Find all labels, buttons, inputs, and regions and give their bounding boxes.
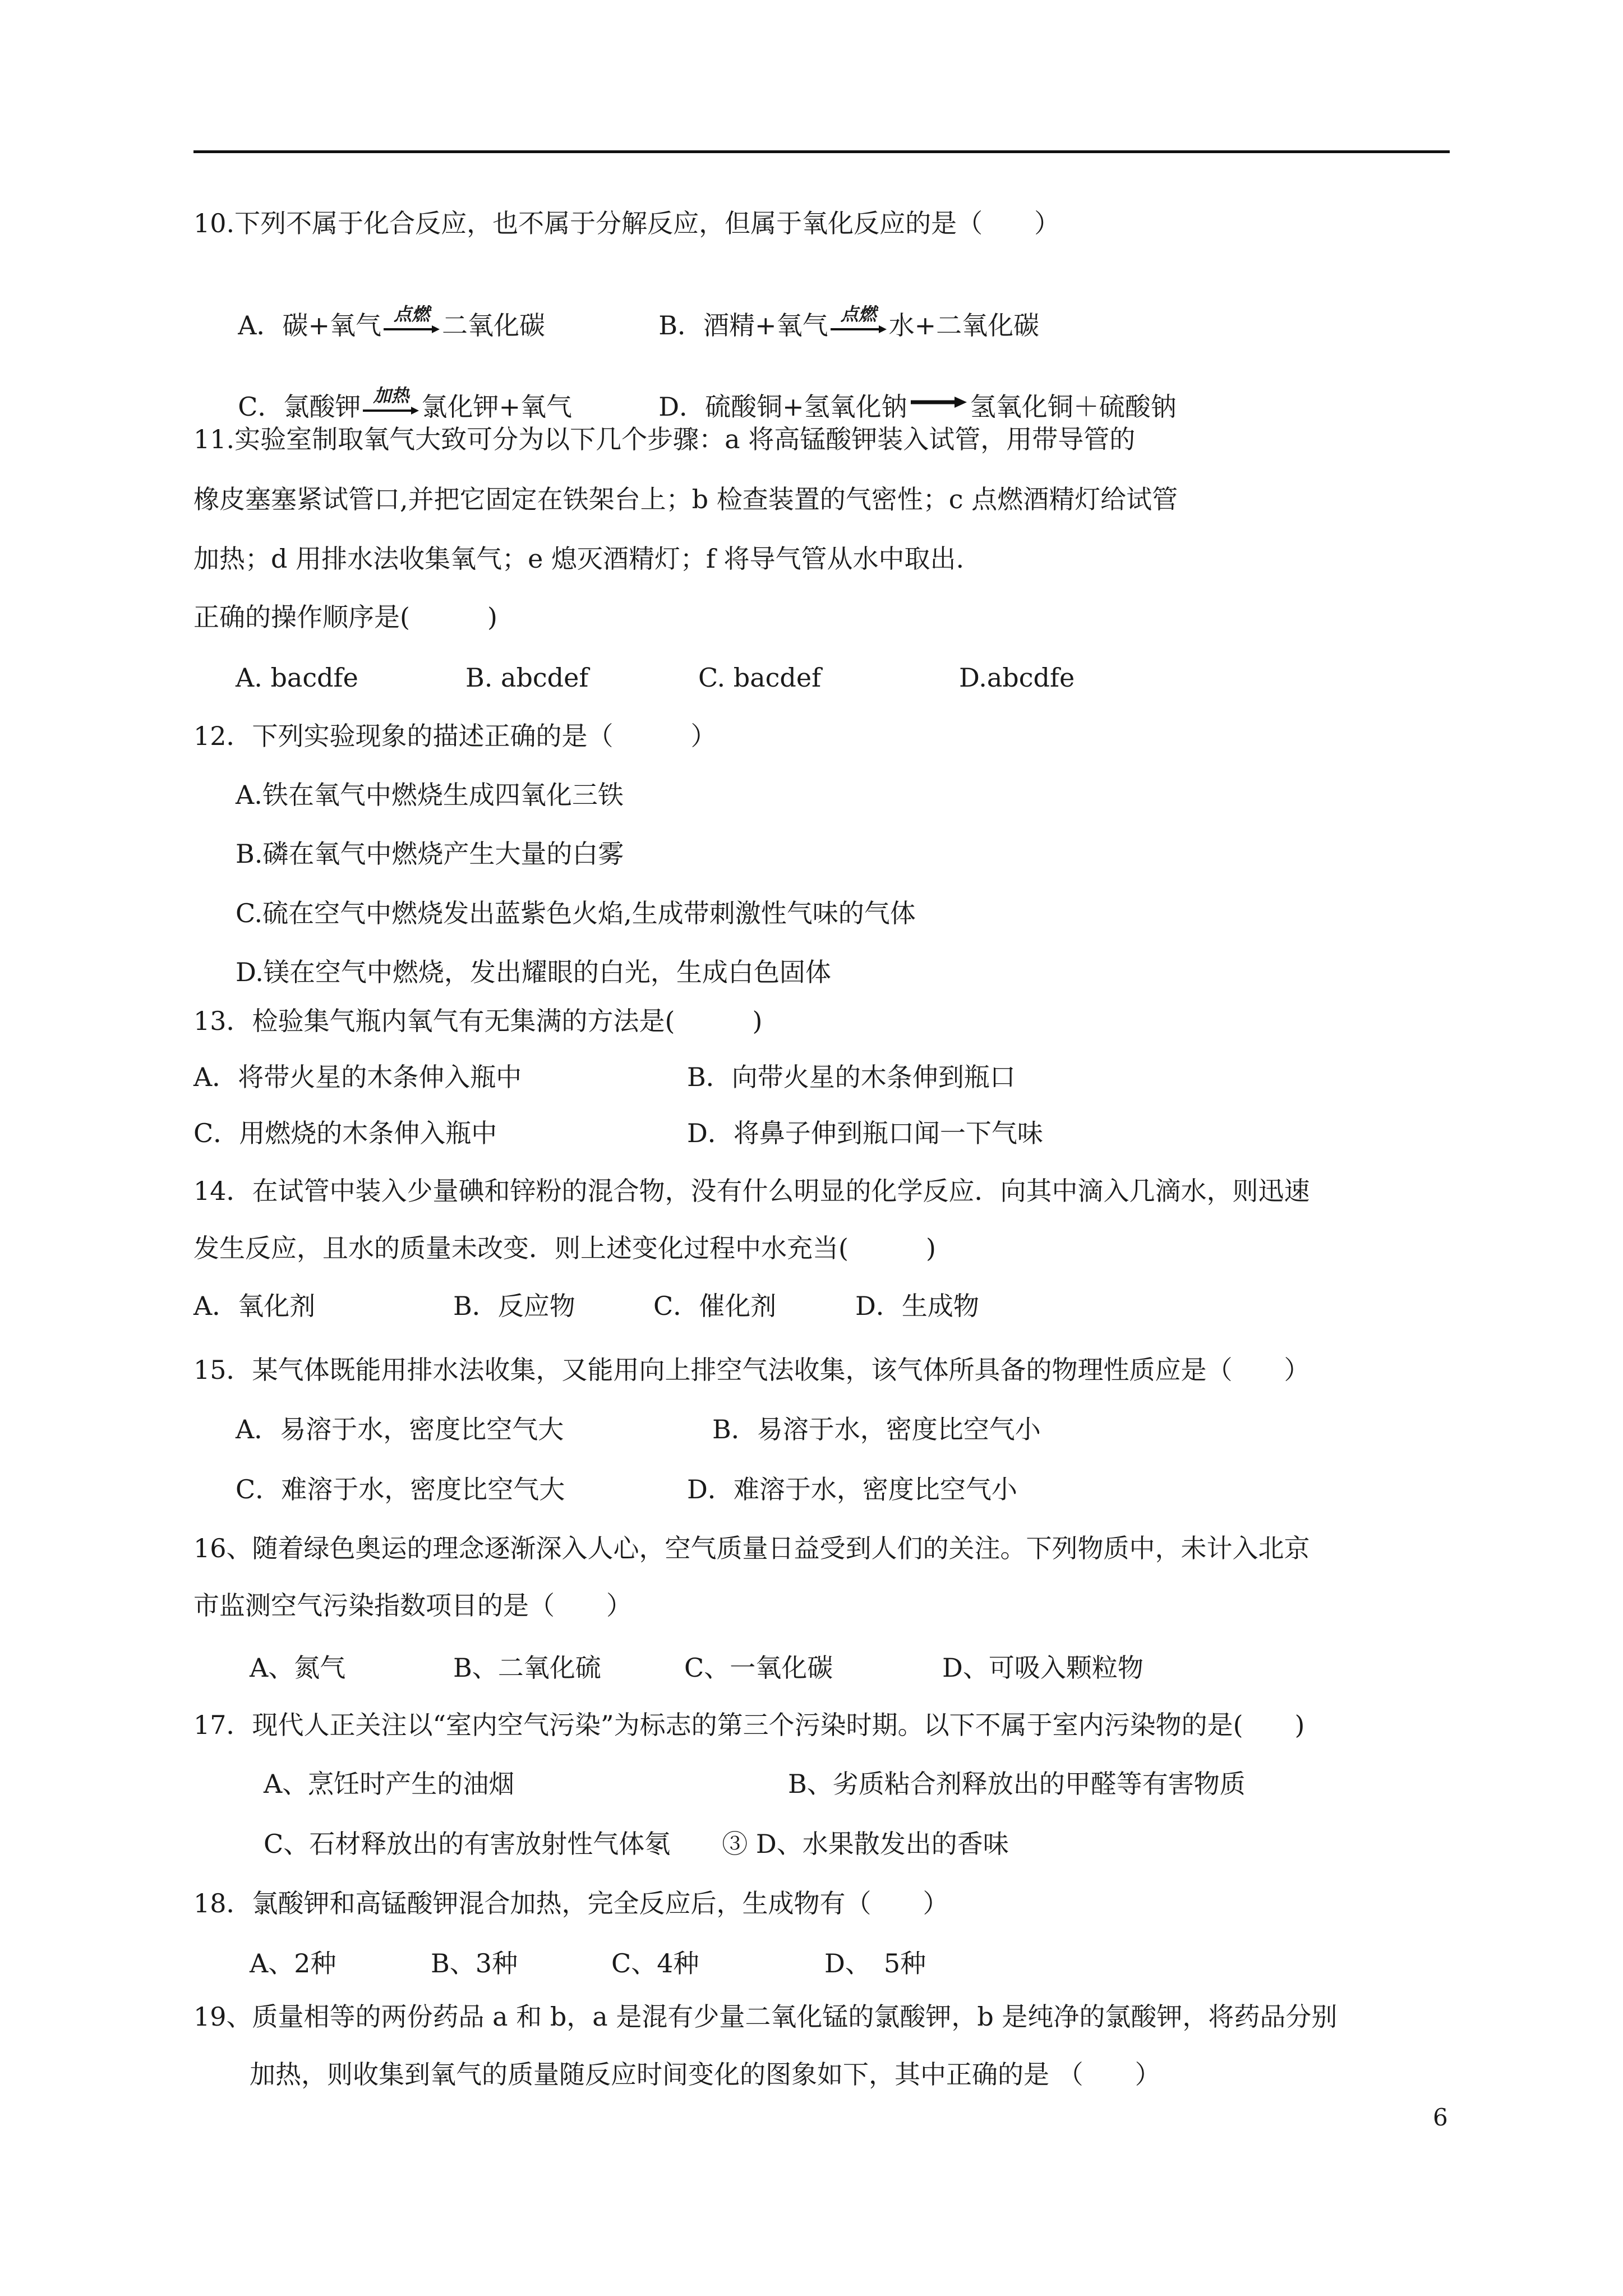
q10-option-b: B．酒精+氧气 点燃 水+二氧化碳 — [658, 303, 1040, 341]
q12-option-c: C.硫在空气中燃烧发出蓝紫色火焰,生成带刺激性气味的气体 — [236, 898, 916, 928]
q13-option-d: D．将鼻子伸到瓶口闻一下气味 — [687, 1118, 1043, 1148]
q13-option-c: C．用燃烧的木条伸入瓶中 — [193, 1118, 497, 1148]
q16-line-1: 16、随着绿色奥运的理念逐渐深入人心，空气质量日益受到人们的关注。下列物质中，未计入北京 — [193, 1533, 1310, 1563]
q18-stem: 18．氯酸钾和高锰酸钾混合加热，完全反应后，生成物有（ ） — [193, 1888, 949, 1918]
q16-option-b: B、二氧化硫 — [453, 1653, 601, 1683]
q11-line-3: 加热；d 用排水法收集氧气；e 熄灭酒精灯；f 将导气管从水中取出. — [193, 544, 965, 574]
q12-stem: 12．下列实验现象的描述正确的是（ ） — [193, 721, 717, 751]
q11-option-c: C. bacdef — [698, 662, 822, 693]
q14-option-c: C．催化剂 — [653, 1291, 777, 1321]
q13-stem: 13．检验集气瓶内氧气有无集满的方法是( ) — [193, 1006, 763, 1036]
page-number: 6 — [1433, 2104, 1448, 2131]
q11-line-4: 正确的操作顺序是( ) — [193, 602, 497, 632]
q10-option-d: D．硫酸铜+氢氧化钠 氢氧化铜＋硫酸钠 — [658, 392, 1177, 422]
q14-line-1: 14．在试管中装入少量碘和锌粉的混合物，没有什么明显的化学反应．向其中滴入几滴水，则迅速 — [193, 1176, 1310, 1206]
q10-option-a: A．碳+氧气 点燃 二氧化碳 — [238, 303, 546, 341]
q14-option-b: B．反应物 — [453, 1291, 575, 1321]
q19-line-1: 19、质量相等的两份药品 a 和 b，a 是混有少量二氧化锰的氯酸钾，b 是纯净的氯酸钾，将药品分别 — [193, 2001, 1338, 2032]
q16-option-d: D、可吸入颗粒物 — [942, 1653, 1144, 1683]
q18-option-a: A、2种 — [250, 1948, 336, 1978]
q18-option-b: B、3种 — [431, 1948, 518, 1978]
q14-line-2: 发生反应，且水的质量未改变．则上述变化过程中水充当( ) — [193, 1233, 936, 1263]
reaction-arrow-icon: 加热 — [363, 386, 419, 416]
q11-line-2: 橡皮塞塞紧试管口,并把它固定在铁架台上；b 检查装置的气密性；c 点燃酒精灯给试管 — [193, 484, 1178, 514]
q17-options-c-d: C、石材释放出的有害放射性气体氡 ③ D、水果散发出的香味 — [264, 1829, 1009, 1859]
q16-option-a: A、氮气 — [250, 1653, 346, 1683]
q11-option-a: A. bacdfe — [236, 662, 358, 693]
q15-stem: 15．某气体既能用排水法收集，又能用向上排空气法收集，该气体所具备的物理性质应是（ ） — [193, 1355, 1310, 1385]
q12-option-d: D.镁在空气中燃烧，发出耀眼的白光，生成白色固体 — [236, 957, 831, 987]
reaction-arrow-icon: 点燃 — [831, 305, 887, 335]
q15-option-d: D．难溶于水，密度比空气小 — [687, 1474, 1017, 1504]
q16-line-2: 市监测空气污染指数项目的是（ ） — [193, 1590, 632, 1621]
q15-option-a: A．易溶于水，密度比空气大 — [236, 1414, 564, 1444]
q18-option-d: D、 5种 — [824, 1948, 926, 1978]
q13-option-b: B．向带火星的木条伸到瓶口 — [687, 1062, 1016, 1092]
reaction-arrow-icon: 点燃 — [384, 305, 440, 335]
q17-option-b: B、劣质粘合剂释放出的甲醛等有害物质 — [788, 1769, 1246, 1799]
q14-option-d: D．生成物 — [855, 1291, 979, 1321]
q15-option-c: C．难溶于水，密度比空气大 — [236, 1474, 565, 1504]
q19-line-2: 加热，则收集到氧气的质量随反应时间变化的图象如下，其中正确的是 （ ） — [250, 2059, 1161, 2090]
q11-option-b: B. abcdef — [465, 662, 589, 693]
reaction-arrow-icon — [911, 395, 967, 409]
q14-option-a: A．氧化剂 — [193, 1291, 316, 1321]
q17-stem: 17．现代人正关注以“室内空气污染”为标志的第三个污染时期。以下不属于室内污染物的是( ) — [193, 1710, 1305, 1740]
q13-option-a: A．将带火星的木条伸入瓶中 — [193, 1062, 522, 1092]
q10-option-c: C．氯酸钾 加热 氯化钾+氧气 — [238, 385, 572, 422]
q11-option-d: D.abcdfe — [959, 662, 1075, 693]
q12-option-a: A.铁在氧气中燃烧生成四氧化三铁 — [236, 780, 624, 810]
q18-option-c: C、4种 — [611, 1948, 699, 1978]
q11-line-1: 11.实验室制取氧气大致可分为以下几个步骤：a 将高锰酸钾装入试管，用带导管的 — [193, 424, 1136, 454]
q17-option-a: A、烹饪时产生的油烟 — [264, 1769, 515, 1799]
header-rule — [193, 150, 1450, 153]
q15-option-b: B．易溶于水，密度比空气小 — [712, 1414, 1041, 1444]
q16-option-c: C、一氧化碳 — [684, 1653, 833, 1683]
q10-stem: 10.下列不属于化合反应，也不属于分解反应，但属于氧化反应的是（ ） — [193, 208, 1061, 238]
q12-option-b: B.磷在氧气中燃烧产生大量的白雾 — [236, 839, 624, 869]
